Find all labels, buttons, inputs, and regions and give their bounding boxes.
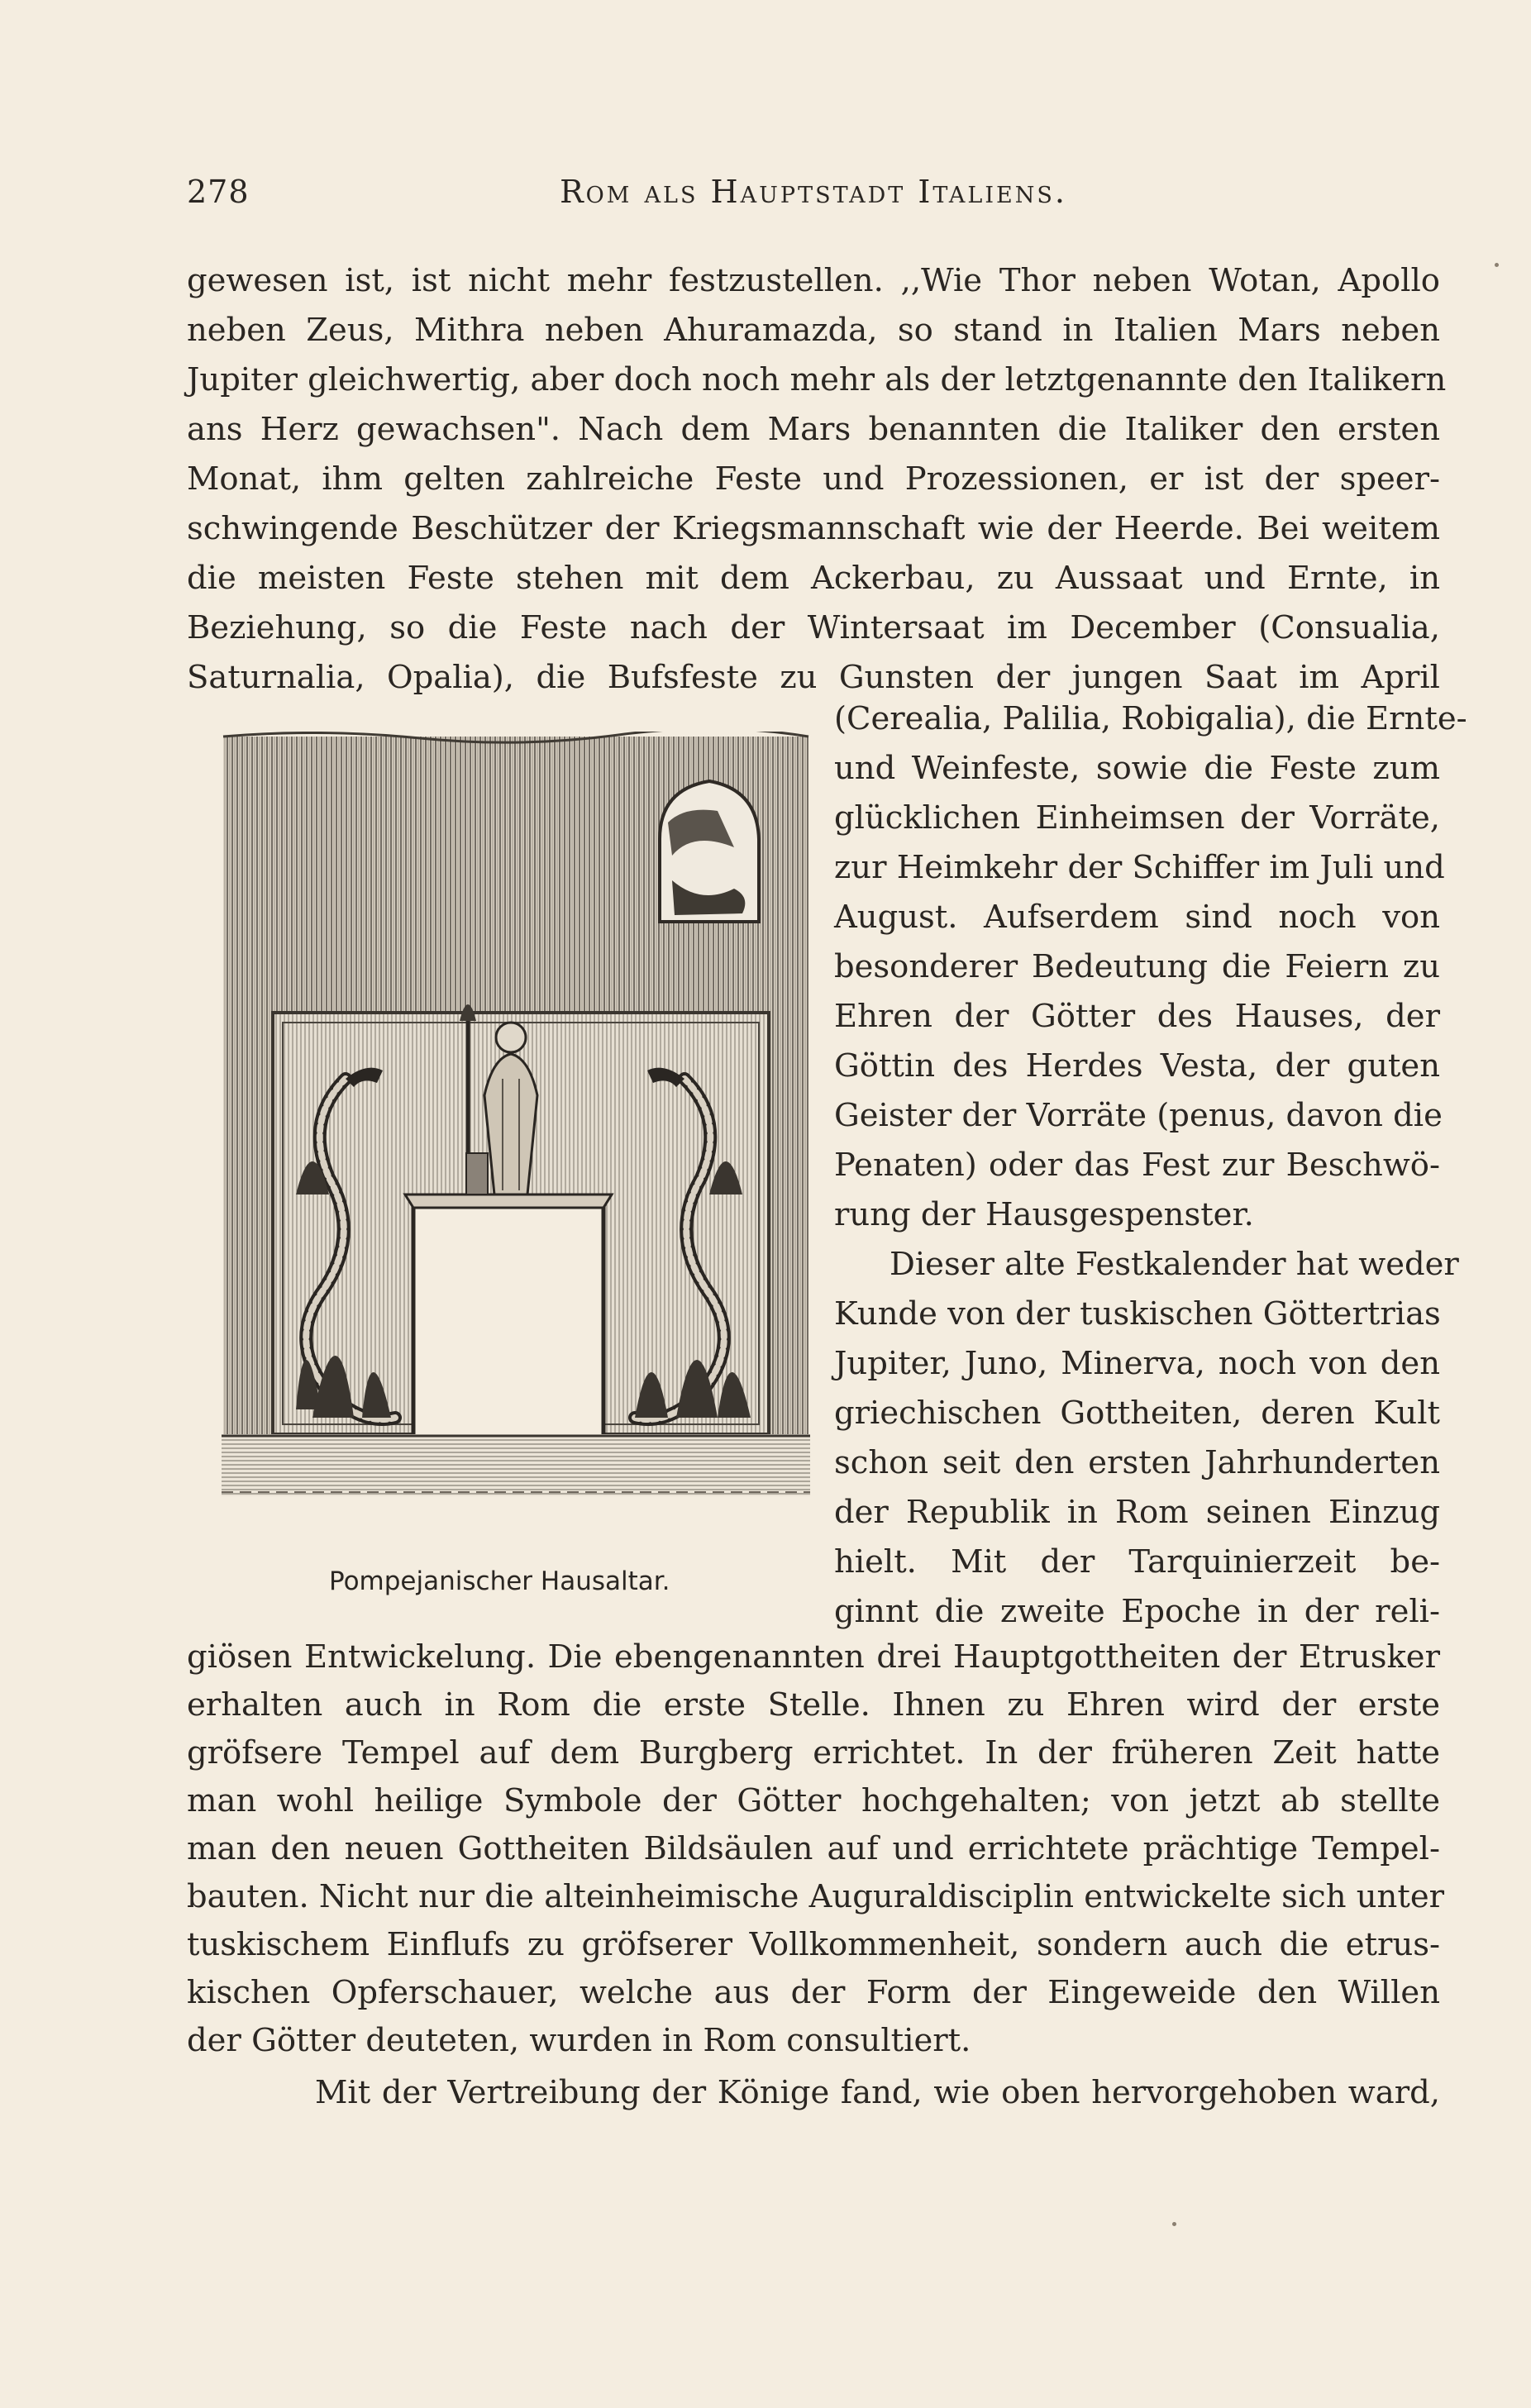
text-line: tuskischem Einflufs zu gröfserer Vollkommenheit, sondern auch die etrus- [187,1926,1440,1963]
text-line: Monat, ihm gelten zahlreiche Feste und Prozessionen, er ist der speer- [187,460,1440,498]
text-line: griechischen Gottheiten, deren Kult [834,1395,1440,1432]
text-line: erhalten auch in Rom die erste Stelle. Ihnen zu Ehren wird der erste [187,1686,1440,1724]
text-line: August. Aufserdem sind noch von [834,899,1440,936]
text-line: Mit der Vertreibung der Könige fand, wie oben hervorgehoben ward, [315,2074,1440,2111]
text-line: besonderer Bedeutung die Feiern zu [834,948,1440,985]
text-line: Ehren der Götter des Hauses, der [834,998,1440,1035]
text-line: Dieser alte Festkalender hat weder [890,1246,1459,1283]
figure-caption: Pompejanischer Hausaltar. [329,1566,670,1596]
text-line: ginnt die zweite Epoche in der reli- [834,1593,1440,1630]
print-speck [1172,2222,1176,2226]
text-line: gewesen ist, ist nicht mehr festzustellen. ,,Wie Thor neben Wotan, Apollo [187,262,1440,299]
text-line: der Republik in Rom seinen Einzug [834,1494,1440,1531]
text-line: kischen Opferschauer, welche aus der Form der Eingeweide den Willen [187,1974,1440,2011]
text-line: Penaten) oder das Fest zur Beschwö- [834,1147,1440,1184]
text-line: Beziehung, so die Feste nach der Wintersaat im December (Consualia, [187,609,1440,646]
print-speck [1495,263,1499,267]
text-line: man wohl heilige Symbole der Götter hochgehalten; von jetzt ab stellte [187,1782,1440,1819]
text-line: Göttin des Herdes Vesta, der guten [834,1047,1440,1085]
page-number: 278 [187,174,250,210]
page-header [187,174,1440,223]
text-line: Jupiter gleichwertig, aber doch noch mehr als der letztgenannte den Italikern [187,361,1447,398]
shrine-engraving-icon [222,732,810,1533]
text-line: giösen Entwickelung. Die ebengenannten drei Hauptgottheiten der Etrusker [187,1638,1440,1676]
text-line: Geister der Vorräte (penus, davon die [834,1097,1443,1134]
text-line: Jupiter, Juno, Minerva, noch von den [834,1345,1440,1382]
text-line: (Cerealia, Palilia, Robigalia), die Ernte- [834,700,1467,737]
text-line: man den neuen Gottheiten Bildsäulen auf und errichtete prächtige Tempel- [187,1830,1440,1867]
text-line: rung der Hausgespenster. [834,1196,1254,1233]
text-line: hielt. Mit der Tarquinierzeit be- [834,1543,1440,1581]
text-line: neben Zeus, Mithra neben Ahuramazda, so stand in Italien Mars neben [187,312,1440,349]
text-line: Saturnalia, Opalia), die Bufsfeste zu Gunsten der jungen Saat im April [187,659,1440,696]
text-line: schwingende Beschützer der Kriegsmannschaft wie der Heerde. Bei weitem [187,510,1440,547]
text-line: gröfsere Tempel auf dem Burgberg errichtet. In der früheren Zeit hatte [187,1734,1440,1771]
text-line: zur Heimkehr der Schiffer im Juli und [834,849,1445,886]
text-line: die meisten Feste stehen mit dem Ackerbau, zu Aussaat und Ernte, in [187,560,1440,597]
text-line: schon seit den ersten Jahrhunderten [834,1444,1440,1481]
text-line: bauten. Nicht nur die alteinheimische Auguraldisciplin entwickelte sich unter [187,1878,1445,1915]
text-line: ans Herz gewachsen". Nach dem Mars benannten die Italiker den ersten [187,411,1440,448]
text-line: und Weinfeste, sowie die Feste zum [834,750,1440,787]
running-title: Rom als Hauptstadt Italiens. [560,174,1067,210]
text-line: Kunde von der tuskischen Göttertrias [834,1295,1441,1333]
text-line: der Götter deuteten, wurden in Rom consultiert. [187,2022,971,2059]
text-line: glücklichen Einheimsen der Vorräte, [834,799,1440,837]
